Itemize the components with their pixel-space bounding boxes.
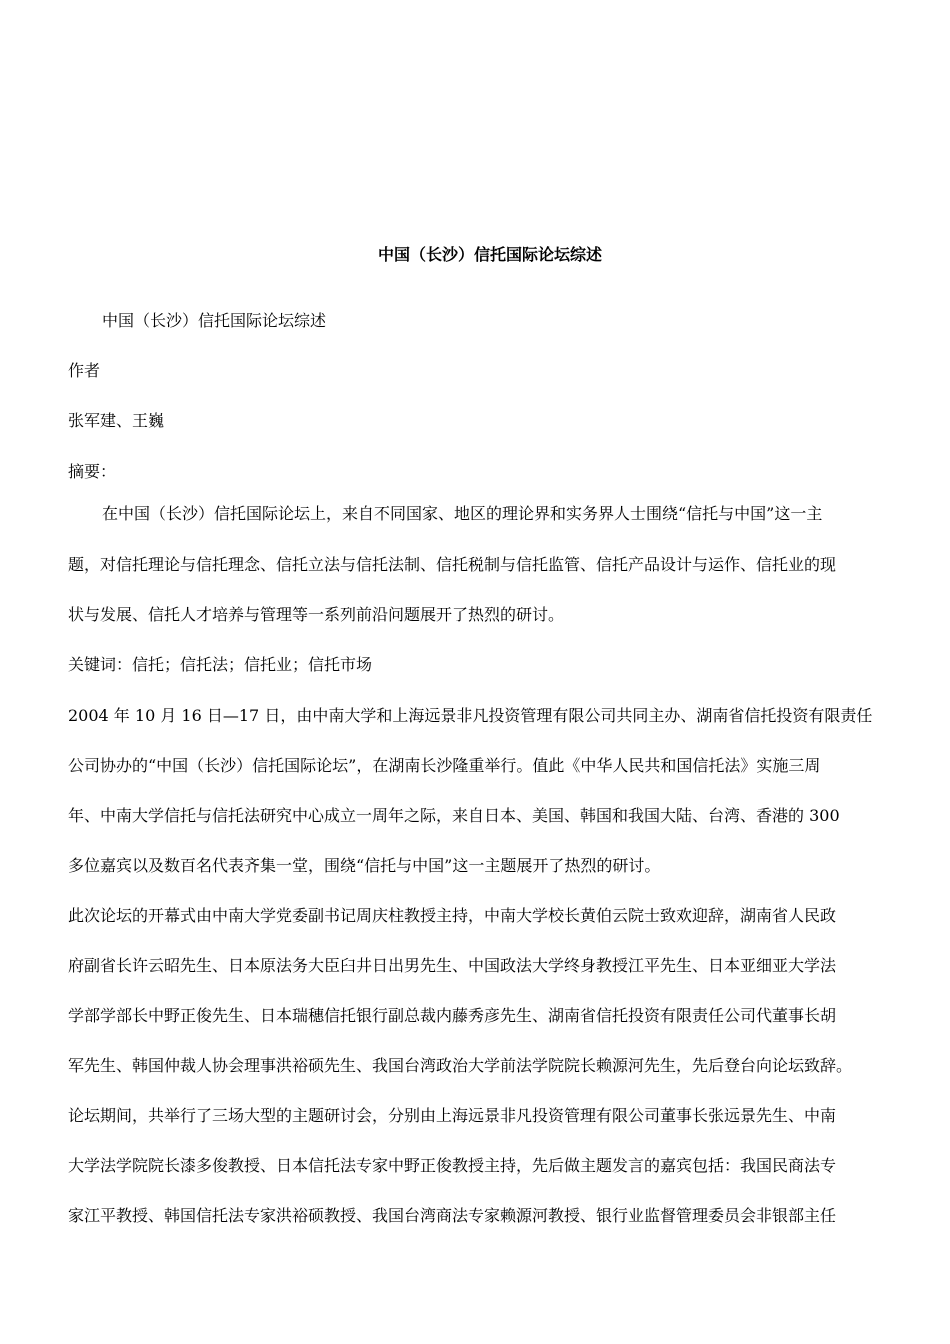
abstract-line: 在中国（长沙）信托国际论坛上，来自不同国家、地区的理论界和实务界人士围绕“信托与中国”这一主 [102,504,823,523]
paragraph-line: 大学法学院院长漆多俊教授、日本信托法专家中野正俊教授主持，先后做主题发言的嘉宾包括：我国民商法专 [68,1156,837,1175]
author-names: 张军建、王巍 [68,411,165,430]
paragraph-line: 年、中南大学信托与信托法研究中心成立一周年之际，来自日本、美国、韩国和我国大陆、台湾、香港的 300 [68,806,840,825]
document-subtitle: 中国（长沙）信托国际论坛综述 [102,311,327,330]
paragraph-line: 府副省长许云昭先生、日本原法务大臣臼井日出男先生、中国政法大学终身教授江平先生、日本亚细亚大学法 [68,956,837,975]
abstract-line: 状与发展、信托人才培养与管理等一系列前沿问题展开了热烈的研讨。 [68,605,565,624]
author-label: 作者 [68,361,101,380]
document-title: 中国（长沙）信托国际论坛综述 [377,245,602,264]
paragraph-line: 多位嘉宾以及数百名代表齐集一堂，围绕“信托与中国”这一主题展开了热烈的研讨。 [68,856,661,875]
paragraph-line: 公司协办的“中国（长沙）信托国际论坛”，在湖南长沙隆重举行。值此《中华人民共和国信托法》实施三周 [68,756,821,775]
paragraph-line: 学部学部长中野正俊先生、日本瑞穗信托银行副总裁内藤秀彦先生、湖南省信托投资有限责任公司代董事长胡 [68,1006,837,1025]
paragraph-line: 此次论坛的开幕式由中南大学党委副书记周庆柱教授主持，中南大学校长黄伯云院士致欢迎辞，湖南省人民政 [68,906,837,925]
paragraph-line: 2004 年 10 月 16 日—17 日，由中南大学和上海远景非凡投资管理有限公司共同主办、湖南省信托投资有限责任 [68,706,873,725]
paragraph-line: 军先生、韩国仲裁人协会理事洪裕硕先生、我国台湾政治大学前法学院院长赖源河先生，先后登台向论坛致辞。 [68,1056,853,1075]
abstract-line: 题，对信托理论与信托理念、信托立法与信托法制、信托税制与信托监管、信托产品设计与运作、信托业的现 [68,555,837,574]
paragraph-line: 家江平教授、韩国信托法专家洪裕硕教授、我国台湾商法专家赖源河教授、银行业监督管理委员会非银部主任 [68,1206,837,1225]
keywords: 关键词：信托；信托法；信托业；信托市场 [68,655,373,674]
abstract-label: 摘要： [68,462,117,481]
paragraph-line: 论坛期间，共举行了三场大型的主题研讨会，分别由上海远景非凡投资管理有限公司董事长张远景先生、中南 [68,1106,837,1125]
